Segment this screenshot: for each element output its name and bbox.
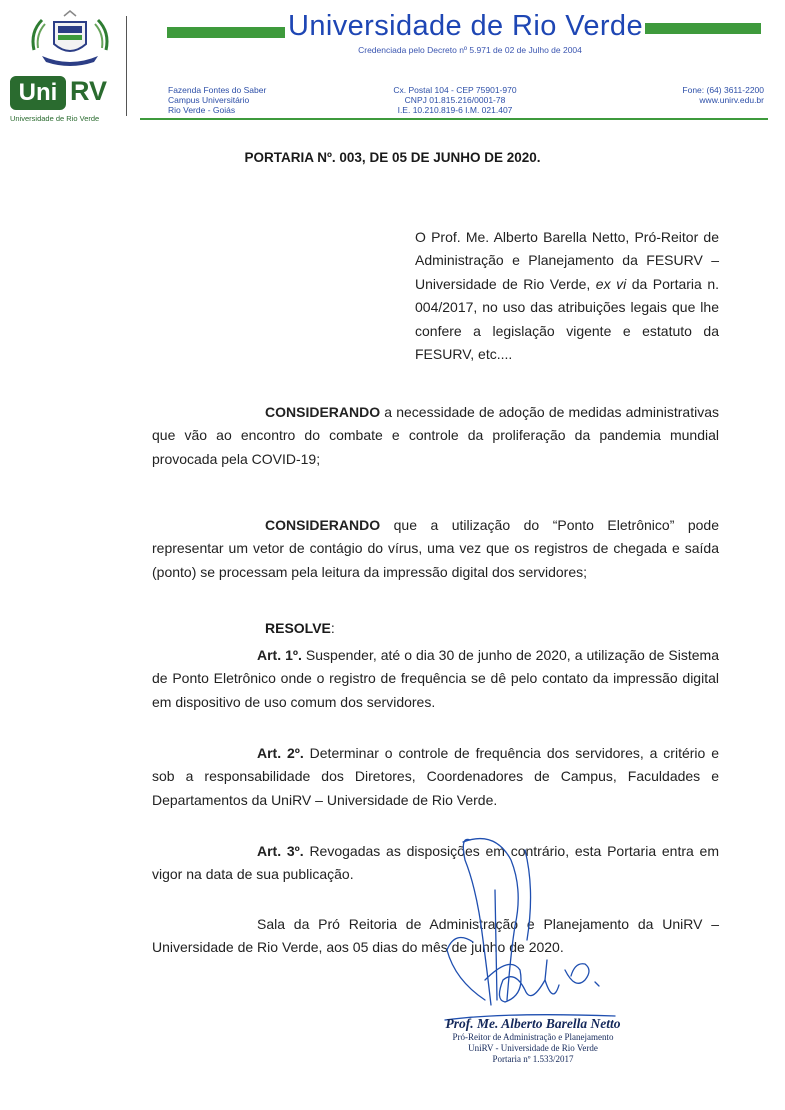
resolve-colon: : <box>330 620 335 636</box>
postal-line: Cx. Postal 104 - CEP 75901-970 <box>393 85 517 95</box>
website-line: www.unirv.edu.br <box>699 95 764 105</box>
logo-uni-mark: Uni <box>10 76 66 110</box>
postal-line: I.E. 10.210.819-6 I.M. 021.407 <box>397 105 513 115</box>
signatory-ordinance: Portaria nº 1.533/2017 <box>492 1054 574 1064</box>
address-line: Campus Universitário <box>168 95 250 105</box>
address-line: Rio Verde - Goiás <box>168 105 236 115</box>
address-line: Fazenda Fontes do Saber <box>168 85 267 95</box>
signatory-institution: UniRV - Universidade de Rio Verde <box>468 1043 598 1053</box>
handwritten-signature <box>425 830 625 1030</box>
signatory-position: Pró-Reitor de Administração e Planejamento <box>452 1032 614 1042</box>
phone-line: Fone: (64) 3611-2200 <box>682 85 764 95</box>
article-text: Determinar o controle de frequência dos servidores, a critério e sob a responsabilidade dos Diretores, Coordenadores de Campus, Faculdades e Departamentos da UniRV – Universidade de Rio Verde. <box>152 745 719 808</box>
university-crest-logo <box>28 10 112 68</box>
title-bar-left <box>167 27 285 38</box>
article-text: Suspender, até o dia 30 de junho de 2020, a utilização de Sistema de Ponto Eletrônico onde o registro de frequência se dê pelo contato da impressão digital em dispositivo de uso comum dos servidores. <box>152 647 719 710</box>
article-2 <box>152 742 719 812</box>
considering-paragraph-1 <box>152 401 719 471</box>
preamble-paragraph <box>415 226 719 366</box>
considering-label: CONSIDERANDO <box>265 404 381 420</box>
postal-registration-info <box>375 85 535 115</box>
closing-paragraph: Sala da Pró Reitoria de Administração e Planejamento da UniRV – Universidade de Rio Verde, aos 05 dias do mês de junho de 2020. <box>152 916 719 956</box>
considering-paragraph-2 <box>152 514 719 584</box>
title-bar-right <box>645 23 761 34</box>
preamble-text-end: da Portaria n. 004/2017, no uso das atribuições legais que lhe confere a legislação vigente e estatuto da FESURV, etc.... <box>415 275 719 363</box>
letterhead-rule <box>140 118 768 120</box>
article-label: Art. 2º. <box>257 745 304 761</box>
article-label: Art. 3º. <box>257 843 304 859</box>
accreditation-line: Credenciada pelo Decreto nº 5.971 de 02 de Julho de 2004 <box>358 45 582 55</box>
article-label: Art. 1º. <box>257 647 302 663</box>
postal-line: CNPJ 01.815.216/0001-78 <box>404 95 506 105</box>
logo-subtitle: Universidade de Rio Verde <box>10 114 100 123</box>
considering-text: a necessidade de adoção de medidas administrativas que vão ao encontro do combate e controle da proliferação da pandemia mundial provocada pela COVID-19; <box>152 404 719 467</box>
contact-info <box>612 85 764 105</box>
unirv-logo <box>10 76 118 110</box>
campus-address <box>168 85 266 115</box>
signature-stamp <box>438 1016 628 1065</box>
article-text: Revogadas as disposições em contrário, esta Portaria entra em vigor na data de sua publicação. <box>152 843 719 883</box>
resolve-label: RESOLVE <box>265 620 331 636</box>
letterhead-divider <box>126 16 127 116</box>
preamble-latin-term: ex vi <box>595 275 627 292</box>
document-title: PORTARIA Nº. 003, DE 05 DE JUNHO DE 2020. <box>244 150 541 165</box>
signatory-name: Prof. Me. Alberto Barella Netto <box>445 1016 621 1031</box>
university-title: Universidade de Rio Verde <box>288 10 643 42</box>
article-1 <box>152 644 719 714</box>
preamble-text: O Prof. Me. Alberto Barella Netto, Pró-Reitor de Administração e Planejamento da FESURV – Universidade de Rio Verde, <box>415 229 719 292</box>
considering-text: que a utilização do “Ponto Eletrônico” pode representar um vetor de contágio do vírus, uma vez que os registros de chegada e saída (ponto) se processam pela leitura da impressão digital dos servidores; <box>152 517 719 580</box>
logo-rv-mark: RV <box>70 76 108 106</box>
resolve-heading <box>265 620 335 636</box>
considering-label: CONSIDERANDO <box>265 517 381 533</box>
